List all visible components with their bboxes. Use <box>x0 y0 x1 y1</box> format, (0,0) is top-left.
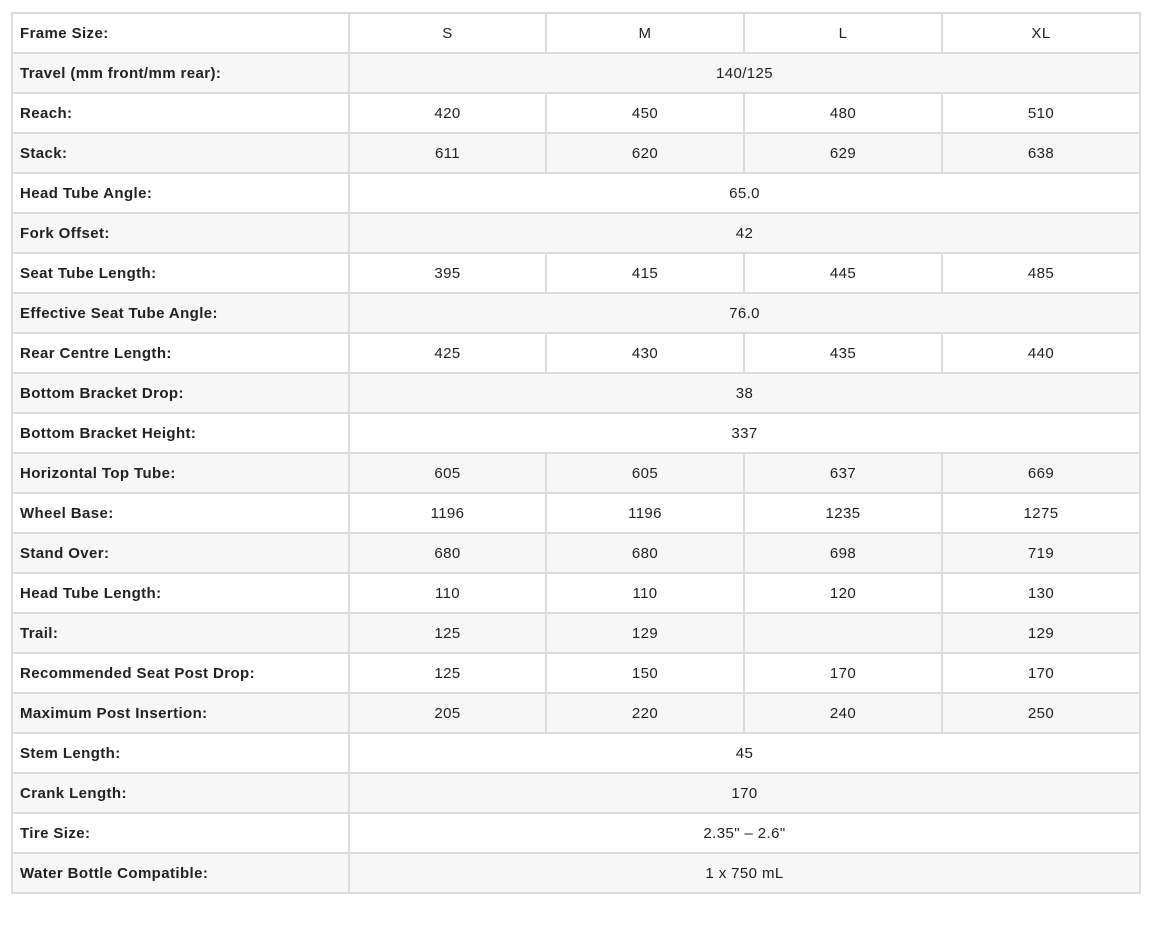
row-value-s: 125 <box>349 613 546 653</box>
row-label: Effective Seat Tube Angle: <box>12 293 349 333</box>
table-row <box>12 693 1140 733</box>
row-label: Bottom Bracket Drop: <box>12 373 349 413</box>
row-value-m: 150 <box>546 653 744 693</box>
row-value-all-sizes: 45 <box>349 733 1140 773</box>
geometry-table <box>11 12 1141 894</box>
table-row <box>12 733 1140 773</box>
table-row <box>12 213 1140 253</box>
row-value-xl: 719 <box>942 533 1140 573</box>
row-label: Stand Over: <box>12 533 349 573</box>
row-value-all-sizes: 140/125 <box>349 53 1140 93</box>
row-value-m: 450 <box>546 93 744 133</box>
row-label: Recommended Seat Post Drop: <box>12 653 349 693</box>
row-label: Tire Size: <box>12 813 349 853</box>
row-value-l <box>744 613 942 653</box>
row-value-l: 637 <box>744 453 942 493</box>
row-value-l: 240 <box>744 693 942 733</box>
row-value-all-sizes: 38 <box>349 373 1140 413</box>
row-label: Reach: <box>12 93 349 133</box>
table-row <box>12 413 1140 453</box>
table-row <box>12 813 1140 853</box>
row-value-xl: 638 <box>942 133 1140 173</box>
row-label: Bottom Bracket Height: <box>12 413 349 453</box>
row-value-l: 435 <box>744 333 942 373</box>
table-row <box>12 173 1140 213</box>
row-label: Water Bottle Compatible: <box>12 853 349 893</box>
row-value-l: L <box>744 13 942 53</box>
row-value-m: 1196 <box>546 493 744 533</box>
row-label: Rear Centre Length: <box>12 333 349 373</box>
row-value-xl: 130 <box>942 573 1140 613</box>
row-value-xl: 1275 <box>942 493 1140 533</box>
row-label: Head Tube Angle: <box>12 173 349 213</box>
row-value-l: 1235 <box>744 493 942 533</box>
row-value-xl: 440 <box>942 333 1140 373</box>
table-row <box>12 613 1140 653</box>
row-value-l: 120 <box>744 573 942 613</box>
row-label: Stem Length: <box>12 733 349 773</box>
row-label: Head Tube Length: <box>12 573 349 613</box>
row-value-m: 129 <box>546 613 744 653</box>
row-value-s: 110 <box>349 573 546 613</box>
row-value-s: 425 <box>349 333 546 373</box>
row-value-l: 170 <box>744 653 942 693</box>
row-label: Frame Size: <box>12 13 349 53</box>
row-label: Seat Tube Length: <box>12 253 349 293</box>
table-row <box>12 93 1140 133</box>
row-value-s: 680 <box>349 533 546 573</box>
row-label: Maximum Post Insertion: <box>12 693 349 733</box>
row-label: Crank Length: <box>12 773 349 813</box>
row-value-all-sizes: 65.0 <box>349 173 1140 213</box>
row-value-s: 395 <box>349 253 546 293</box>
row-value-l: 698 <box>744 533 942 573</box>
row-value-xl: 510 <box>942 93 1140 133</box>
row-value-xl: XL <box>942 13 1140 53</box>
table-row <box>12 573 1140 613</box>
row-label: Wheel Base: <box>12 493 349 533</box>
table-row <box>12 13 1140 53</box>
row-value-s: 125 <box>349 653 546 693</box>
row-value-all-sizes: 337 <box>349 413 1140 453</box>
row-value-l: 445 <box>744 253 942 293</box>
table-row <box>12 253 1140 293</box>
row-label: Horizontal Top Tube: <box>12 453 349 493</box>
row-label: Trail: <box>12 613 349 653</box>
table-row <box>12 453 1140 493</box>
table-row <box>12 373 1140 413</box>
row-value-all-sizes: 42 <box>349 213 1140 253</box>
table-row <box>12 853 1140 893</box>
row-value-xl: 485 <box>942 253 1140 293</box>
table-row <box>12 493 1140 533</box>
row-value-all-sizes: 2.35" – 2.6" <box>349 813 1140 853</box>
table-row <box>12 333 1140 373</box>
row-label: Travel (mm front/mm rear): <box>12 53 349 93</box>
row-value-l: 629 <box>744 133 942 173</box>
table-row <box>12 773 1140 813</box>
row-value-m: 605 <box>546 453 744 493</box>
row-value-s: 1196 <box>349 493 546 533</box>
table-row <box>12 533 1140 573</box>
row-value-m: 220 <box>546 693 744 733</box>
row-value-xl: 129 <box>942 613 1140 653</box>
row-value-all-sizes: 76.0 <box>349 293 1140 333</box>
row-value-s: 420 <box>349 93 546 133</box>
row-value-m: 110 <box>546 573 744 613</box>
row-value-all-sizes: 170 <box>349 773 1140 813</box>
row-value-m: 415 <box>546 253 744 293</box>
table-row <box>12 133 1140 173</box>
table-row <box>12 653 1140 693</box>
row-value-l: 480 <box>744 93 942 133</box>
row-label: Stack: <box>12 133 349 173</box>
row-value-all-sizes: 1 x 750 mL <box>349 853 1140 893</box>
table-row <box>12 293 1140 333</box>
row-value-s: 611 <box>349 133 546 173</box>
row-value-m: 620 <box>546 133 744 173</box>
row-value-xl: 669 <box>942 453 1140 493</box>
row-value-xl: 250 <box>942 693 1140 733</box>
row-value-s: S <box>349 13 546 53</box>
row-value-s: 605 <box>349 453 546 493</box>
geometry-table-body <box>12 13 1140 893</box>
row-label: Fork Offset: <box>12 213 349 253</box>
row-value-m: M <box>546 13 744 53</box>
table-row <box>12 53 1140 93</box>
row-value-m: 680 <box>546 533 744 573</box>
row-value-s: 205 <box>349 693 546 733</box>
row-value-xl: 170 <box>942 653 1140 693</box>
row-value-m: 430 <box>546 333 744 373</box>
